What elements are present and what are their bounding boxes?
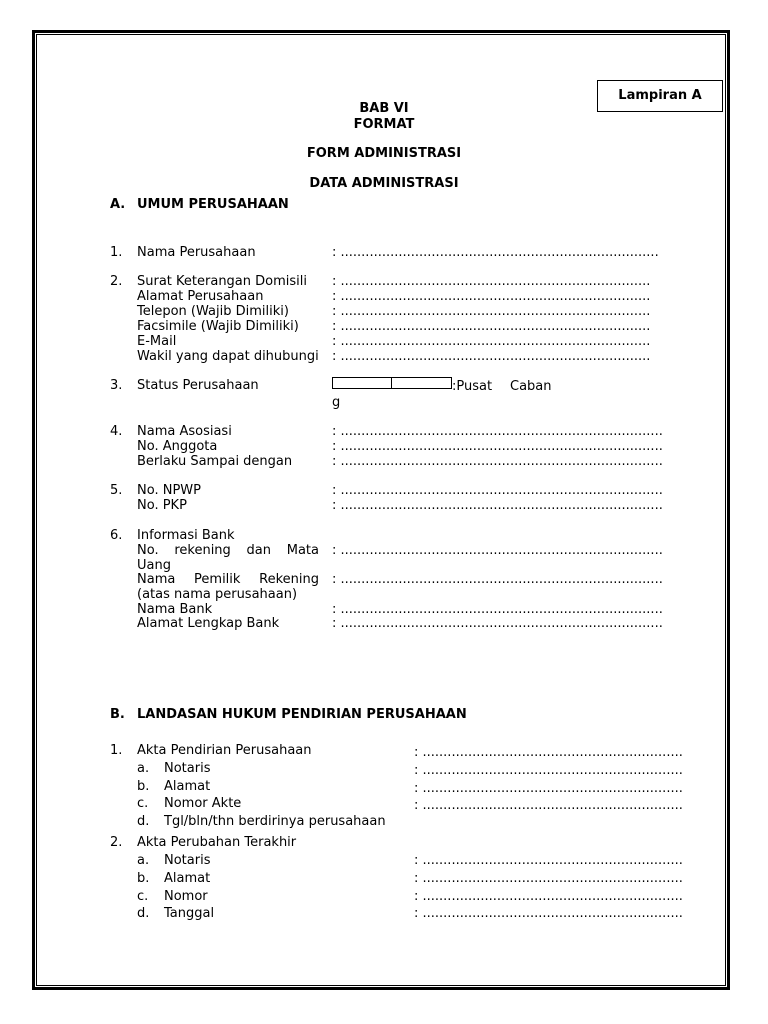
field-label: No. rekening dan Mata — [137, 543, 319, 558]
sub-item-letter: c. — [137, 796, 149, 811]
field-label: No. NPWP — [137, 483, 201, 498]
item-number: 5. — [110, 483, 123, 498]
field-value[interactable]: : ............................................................... — [414, 763, 683, 778]
field-label: Notaris — [164, 761, 211, 776]
field-label: Akta Pendirian Perusahaan — [137, 743, 312, 758]
form-title: FORM ADMINISTRASI — [306, 146, 462, 161]
field-label: Tanggal — [164, 906, 215, 921]
data-title: DATA ADMINISTRASI — [309, 176, 459, 191]
field-value[interactable]: : ........................................................................... — [332, 349, 651, 364]
field-label: Alamat Lengkap Bank — [137, 616, 280, 631]
status-option-cabang-wrap: g — [332, 395, 341, 410]
field-value[interactable]: : ............................................................... — [414, 798, 683, 813]
field-value[interactable]: : .............................................................................. — [332, 439, 663, 454]
field-label: (atas nama perusahaan) — [137, 587, 298, 602]
section-a-letter: A. — [110, 197, 126, 212]
item-number: 3. — [110, 378, 123, 393]
item-number: 6. — [110, 528, 123, 543]
field-label: Alamat — [164, 871, 211, 886]
field-label: Nama Asosiasi — [137, 424, 232, 439]
field-value[interactable]: : ............................................................... — [414, 853, 683, 868]
field-value[interactable]: : ............................................................... — [414, 889, 683, 904]
field-value[interactable]: : ............................................................... — [414, 781, 683, 796]
field-label: Nomor Akte — [164, 796, 242, 811]
field-label: Status Perusahaan — [137, 378, 259, 393]
field-label: Surat Keterangan Domisili — [137, 274, 307, 289]
status-option-cabang[interactable]: Caban — [510, 379, 552, 394]
field-label: Informasi Bank — [137, 528, 235, 543]
field-value[interactable]: : ........................................................................... — [332, 274, 651, 289]
field-label: Akta Perubahan Terakhir — [137, 835, 297, 850]
field-value[interactable]: : .............................................................................. — [332, 602, 663, 617]
field-label: Nama Bank — [137, 602, 213, 617]
field-label: Alamat Perusahaan — [137, 289, 264, 304]
section-a-title: UMUM PERUSAHAAN — [137, 197, 289, 212]
status-option-pusat[interactable]: :Pusat — [452, 379, 493, 394]
sub-item-letter: b. — [137, 779, 150, 794]
field-value[interactable]: : ........................................................................... — [332, 304, 651, 319]
sub-item-letter: a. — [137, 761, 150, 776]
field-label: Berlaku Sampai dengan — [137, 454, 293, 469]
field-value[interactable]: : .............................................................................. — [332, 616, 663, 631]
field-value[interactable]: : .............................................................................. — [332, 498, 663, 513]
sub-item-letter: c. — [137, 889, 149, 904]
sub-item-letter: d. — [137, 814, 150, 829]
item-number: 1. — [110, 245, 123, 260]
lampiran-label: Lampiran A — [597, 80, 723, 112]
field-value[interactable]: : .............................................................................. — [332, 572, 663, 587]
field-label: Tgl/bln/thn berdirinya perusahaan — [164, 814, 386, 829]
field-label: Facsimile (Wajib Dimiliki) — [137, 319, 299, 334]
field-value[interactable]: : .............................................................................. — [332, 543, 663, 558]
field-label: E-Mail — [137, 334, 177, 349]
field-label: Alamat — [164, 779, 211, 794]
chapter-title: BAB VI — [359, 101, 409, 116]
item-number: 1. — [110, 743, 123, 758]
chapter-subtitle: FORMAT — [353, 117, 415, 132]
field-value[interactable]: : ........................................................................... — [332, 289, 651, 304]
sub-item-letter: a. — [137, 853, 150, 868]
field-label: Notaris — [164, 853, 211, 868]
section-b-letter: B. — [110, 707, 125, 722]
field-value[interactable]: : ............................................................... — [414, 906, 683, 921]
item-number: 2. — [110, 835, 123, 850]
field-label: Wakil yang dapat dihubungi — [137, 349, 319, 364]
field-value[interactable]: : .............................................................................. — [332, 454, 663, 469]
field-label: Nomor — [164, 889, 208, 904]
field-value[interactable]: : ............................................................... — [414, 871, 683, 886]
field-value[interactable]: : ........................................................................... — [332, 334, 651, 349]
checkbox-divider — [391, 377, 392, 389]
field-label: Uang — [137, 558, 171, 573]
field-value[interactable]: : ........................................................................... — [332, 319, 651, 334]
field-label: Telepon (Wajib Dimiliki) — [137, 304, 289, 319]
field-value[interactable]: : ............................................................... — [414, 745, 683, 760]
field-label: Nama Pemilik Rekening — [137, 572, 319, 587]
item-number: 2. — [110, 274, 123, 289]
sub-item-letter: d. — [137, 906, 150, 921]
field-label: Nama Perusahaan — [137, 245, 256, 260]
item-number: 4. — [110, 424, 123, 439]
field-label: No. Anggota — [137, 439, 218, 454]
status-checkbox-group[interactable] — [332, 377, 452, 389]
sub-item-letter: b. — [137, 871, 150, 886]
field-value[interactable]: : .............................................................................. — [332, 424, 663, 439]
field-value[interactable]: : ............................................................................. — [332, 245, 659, 260]
section-b-title: LANDASAN HUKUM PENDIRIAN PERUSAHAAN — [137, 707, 467, 722]
field-label: No. PKP — [137, 498, 187, 513]
field-value[interactable]: : .............................................................................. — [332, 483, 663, 498]
